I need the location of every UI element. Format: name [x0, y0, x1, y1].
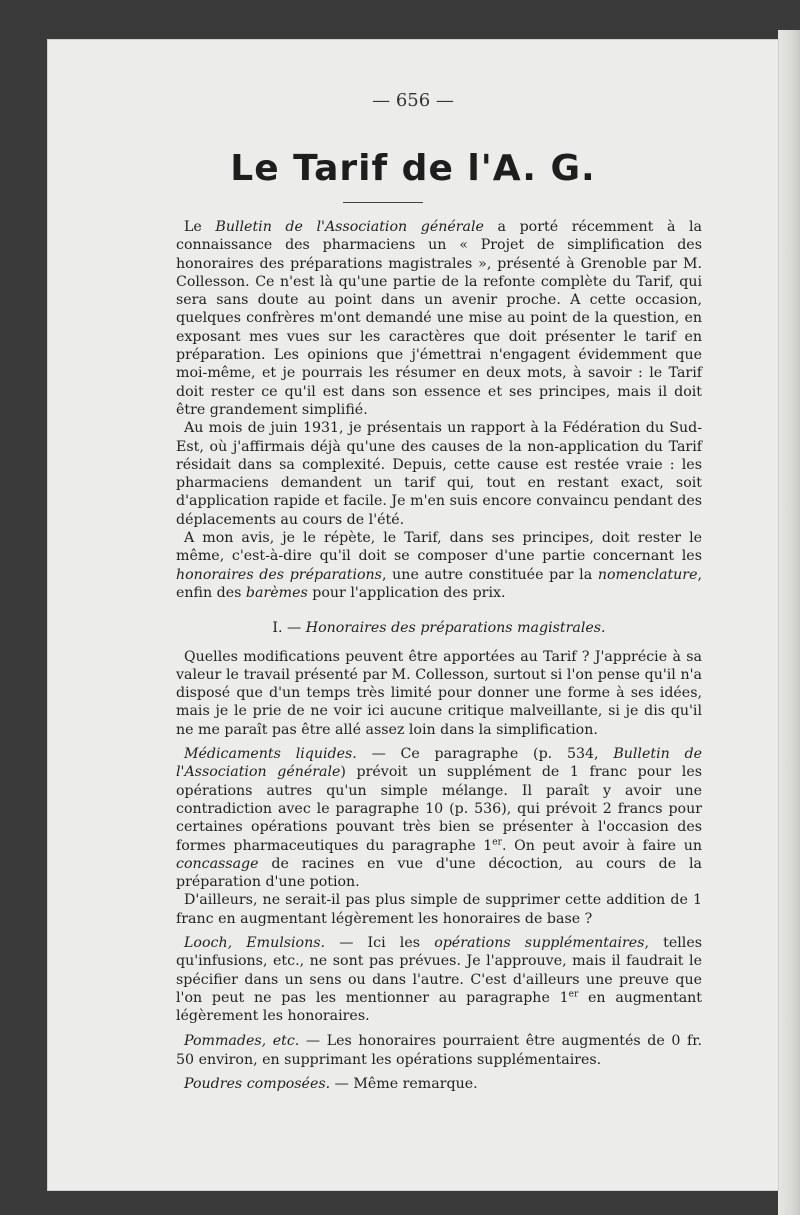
section-paragraph-looch: Looch, Emulsions. — Ici les opérations supplémentaires, telles qu'infusions, etc., ne sont pas prévues. Je l'approuve, mais il faudrait le spécifier dans un sens ou dans l'autre. C'est d'ailleurs une preuve que l'on peut ne pas les mentionner au paragraphe 1er en augmentant légèrement les honoraires. [176, 934, 702, 1025]
intro-paragraph-1: Le Bulletin de l'Association générale a porté récemment à la connaissance des pharmaciens un « Projet de simplification des honoraires des préparations magistrales », présenté à Grenoble par M. Collesson. Ce n'est là qu'une partie de la refonte complète du Tarif, qui sera sans doute au point dans un avenir proche. A cette occasion, quelques confrères m'ont demandé une mise au point de la question, en exposant mes vues sur les caractères que doit présenter le tarif en préparation. Les opinions que j'émettrai n'engagent évidemment que moi-même, et je pourrais les résumer en deux mots, à savoir : le Tarif doit rester ce qu'il est dans son essence et ses principes, mais il doit être grandement simplifié. [176, 219, 702, 418]
page-number: — 656 — [372, 90, 454, 111]
article-body [176, 218, 702, 1093]
title-divider [343, 202, 423, 203]
intro-paragraph-2: Au mois de juin 1931, je présentais un rapport à la Fédération du Sud-Est, où j'affirmais déjà qu'une des causes de la non-application du Tarif résidait dans sa complexité. Depuis, cette cause est restée vraie : les pharmaciens demandent un tarif qui, tout en restant exact, soit d'application rapide et facile. Je m'en suis encore convaincu pendant des déplacements au cours de l'été. [176, 420, 702, 528]
section-paragraph-pommades: Pommades, etc. — Les honoraires pourraient être augmentés de 0 fr. 50 environ, en supprimant les opérations supplémentaires. [176, 1033, 702, 1068]
book-spine-edge [778, 30, 800, 1215]
section-paragraph-1: Quelles modifications peuvent être apportées au Tarif ? J'apprécie à sa valeur le travail présenté par M. Collesson, surtout si l'on pense qu'il n'a disposé que d'un temps très limité pour donner une forme à ses idées, mais je le prie de ne voir ici aucune critique malveillante, si je dis qu'il ne me paraît pas être allé assez loin dans la simplification. [176, 648, 702, 738]
intro-paragraph-3: A mon avis, je le répète, le Tarif, dans ses principes, doit rester le même, c'est-à-dire qu'il doit se composer d'une partie concernant les honoraires des préparations, une autre constituée par la nomenclature, enfin des barèmes pour l'application des prix. [176, 530, 702, 601]
section-paragraph-liquides: Médicaments liquides. — Ce paragraphe (p. 534, Bulletin de l'Association générale) prévoit un supplément de 1 franc pour les opérations autres qu'un simple mélange. Il paraît y avoir une contradiction avec le paragraphe 10 (p. 536), qui prévoit 2 francs pour certaines opérations pouvant très bien se présenter à l'occasion des formes pharmaceutiques du paragraphe 1er. On peut avoir à faire un concassage de racines en vue d'une décoction, au cours de la préparation d'une potion. [176, 746, 703, 891]
section-heading: I. — Honoraires des préparations magistrales. [272, 620, 606, 637]
section-paragraph-poudres: Poudres composées. — Même remarque. [184, 1076, 478, 1093]
section-paragraph-addition: D'ailleurs, ne serait-il pas plus simple de supprimer cette addition de 1 franc en augmentant légèrement les honoraires de base ? [176, 892, 702, 927]
document-page [48, 40, 778, 1190]
page-title: Le Tarif de l'A. G. [230, 148, 596, 189]
